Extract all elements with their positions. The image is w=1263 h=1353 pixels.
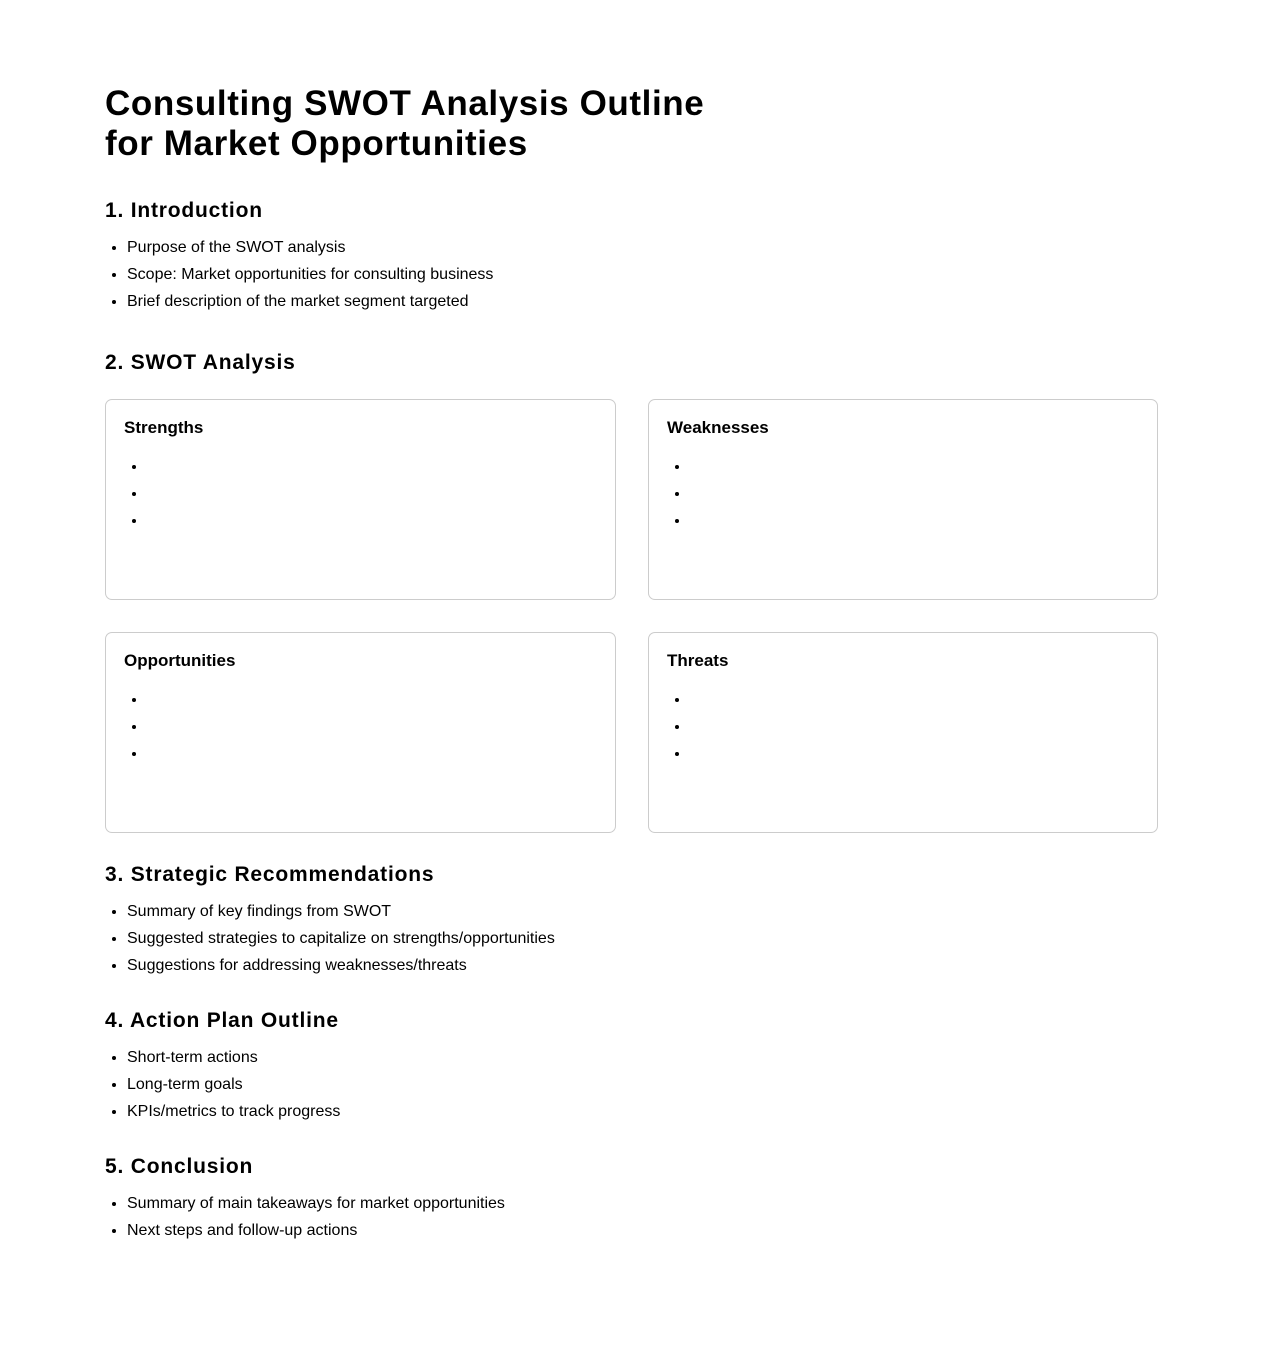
section-heading: 2. SWOT Analysis: [105, 351, 296, 374]
swot-box-weaknesses: [648, 399, 1158, 600]
bullet-list: [105, 1044, 1158, 1125]
title-line-2: for Market Opportunities: [105, 124, 528, 163]
section-action-plan: [105, 1009, 1158, 1125]
bullet-list: [105, 898, 1158, 979]
swot-box-title: Weaknesses: [667, 418, 769, 437]
list-item: [675, 507, 1139, 534]
section-conclusion: [105, 1155, 1158, 1244]
title-line-1: Consulting SWOT Analysis Outline: [105, 84, 705, 123]
bullet-list: [124, 453, 597, 534]
list-item: • Short-term actions: [127, 1044, 1158, 1071]
swot-box-title: Strengths: [124, 418, 204, 437]
list-item: • Summary of key findings from SWOT: [127, 898, 1158, 925]
bullet-list: [667, 453, 1139, 534]
section-swot-analysis: [105, 351, 1158, 833]
list-item: [132, 480, 597, 507]
section-heading: 1. Introduction: [105, 199, 263, 222]
bullet-list: [667, 686, 1139, 767]
list-item: • Next steps and follow-up actions: [127, 1217, 1158, 1244]
bullet-list: [124, 686, 597, 767]
swot-box-threats: [648, 632, 1158, 833]
section-heading: 3. Strategic Recommendations: [105, 863, 435, 886]
section-heading: 4. Action Plan Outline: [105, 1009, 339, 1032]
section-strategic-recommendations: [105, 863, 1158, 979]
section-heading: 5. Conclusion: [105, 1155, 254, 1178]
list-item: [675, 686, 1139, 713]
swot-box-strengths: [105, 399, 616, 600]
swot-box-title: Opportunities: [124, 651, 236, 670]
swot-box-title: Threats: [667, 651, 729, 670]
list-item: • Suggested strategies to capitalize on strengths/opportunities: [127, 925, 1158, 952]
list-item: [675, 740, 1139, 767]
bullet-list: [105, 234, 1158, 315]
list-item: [132, 713, 597, 740]
swot-grid: [105, 399, 1158, 833]
list-item: [675, 453, 1139, 480]
list-item: • Long-term goals: [127, 1071, 1158, 1098]
bullet-list: [105, 1190, 1158, 1244]
list-item: [132, 686, 597, 713]
list-item: [675, 713, 1139, 740]
list-item: [675, 480, 1139, 507]
page-title: [105, 84, 1158, 164]
list-item: • KPIs/metrics to track progress: [127, 1098, 1158, 1125]
list-item: • Scope: Market opportunities for consulting business: [127, 261, 1158, 288]
section-introduction: [105, 199, 1158, 315]
list-item: • Brief description of the market segment targeted: [127, 288, 1158, 315]
list-item: • Purpose of the SWOT analysis: [127, 234, 1158, 261]
list-item: • Summary of main takeaways for market opportunities: [127, 1190, 1158, 1217]
list-item: • Suggestions for addressing weaknesses/threats: [127, 952, 1158, 979]
swot-box-opportunities: [105, 632, 616, 833]
list-item: [132, 507, 597, 534]
list-item: [132, 740, 597, 767]
list-item: [132, 453, 597, 480]
